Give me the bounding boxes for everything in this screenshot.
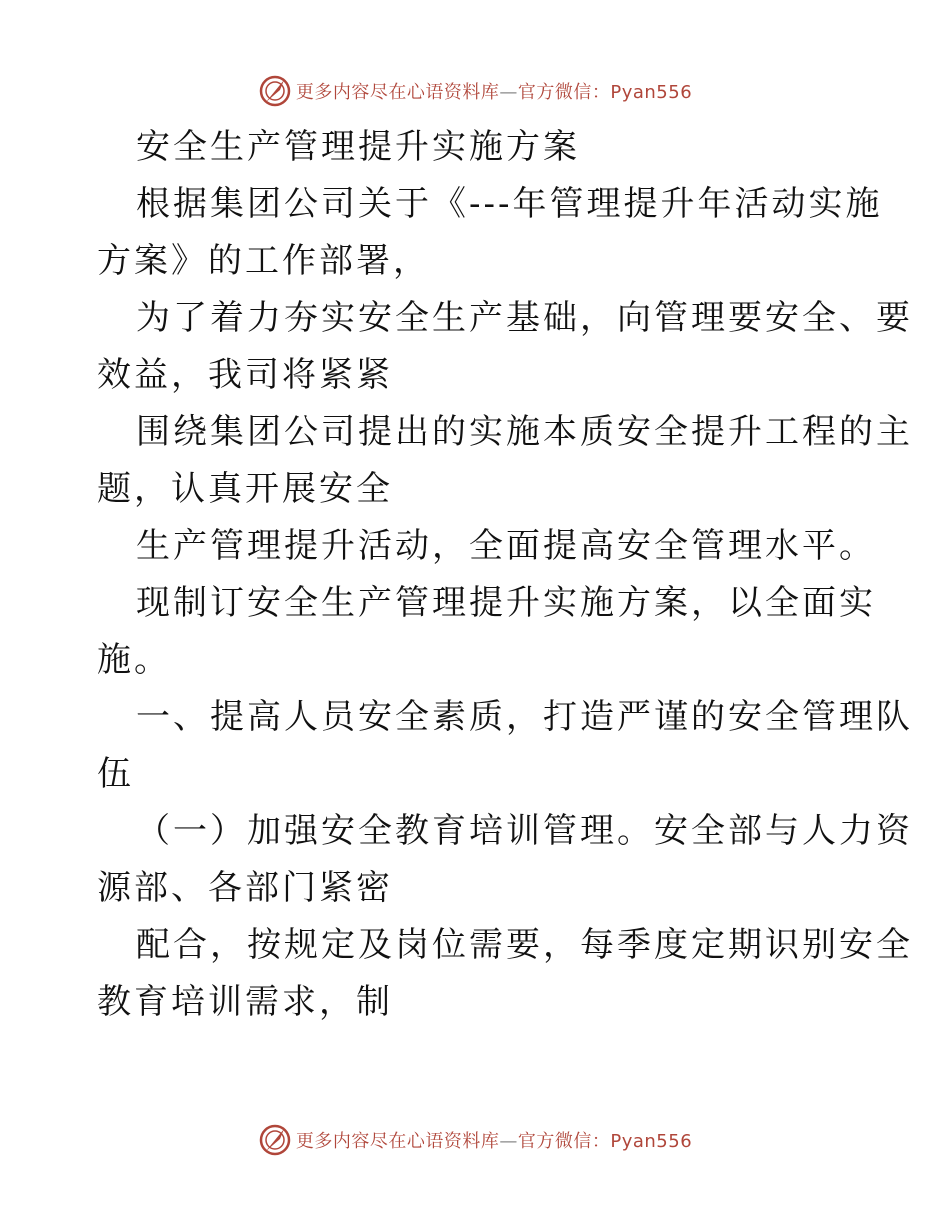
document-title: 安全生产管理提升实施方案 [136,127,580,167]
footer-site-text: 更多内容尽在心语资料库 [295,1131,500,1152]
quill-logo-icon [258,1123,292,1157]
section-heading: 一、提高人员安全素质，打造严谨的安全管理队 [136,697,913,737]
paragraph-line: 为了着力夯实安全生产基础，向管理要安全、要 [136,298,913,338]
header-banner-text [296,78,692,104]
footer-wechat-text: 官方微信：Pyan556 [517,1131,693,1152]
document-body [97,119,913,1031]
subsection-heading: （一）加强安全教育培训管理。安全部与人力资 [136,811,913,851]
paragraph-line: 根据集团公司关于《---年管理提升年活动实施 [136,184,883,224]
header-wechat-text: 官方微信：Pyan556 [517,82,693,103]
paragraph-line: 效益，我司将紧紧 [97,355,393,395]
paragraph-line: 配合，按规定及岗位需要，每季度定期识别安全 [136,925,913,965]
paragraph-line: 施。 [97,640,171,680]
footer-separator: — [499,1131,518,1152]
paragraph-line: 现制订安全生产管理提升实施方案，以全面实 [136,583,876,623]
paragraph-line: 教育培训需求，制 [97,982,393,1022]
header-banner [0,71,950,111]
paragraph-line: 源部、各部门紧密 [97,868,393,908]
section-heading-continued: 伍 [97,754,134,794]
paragraph-line: 方案》的工作部署， [97,241,430,281]
paragraph-line: 围绕集团公司提出的实施本质安全提升工程的主 [136,412,913,452]
header-separator: — [499,82,518,103]
footer-banner-text [296,1127,692,1153]
paragraph-line: 题，认真开展安全 [97,469,393,509]
quill-logo-icon [258,74,292,108]
header-site-text: 更多内容尽在心语资料库 [295,82,500,103]
paragraph-line: 生产管理提升活动，全面提高安全管理水平。 [136,526,876,566]
footer-banner [0,1120,950,1160]
